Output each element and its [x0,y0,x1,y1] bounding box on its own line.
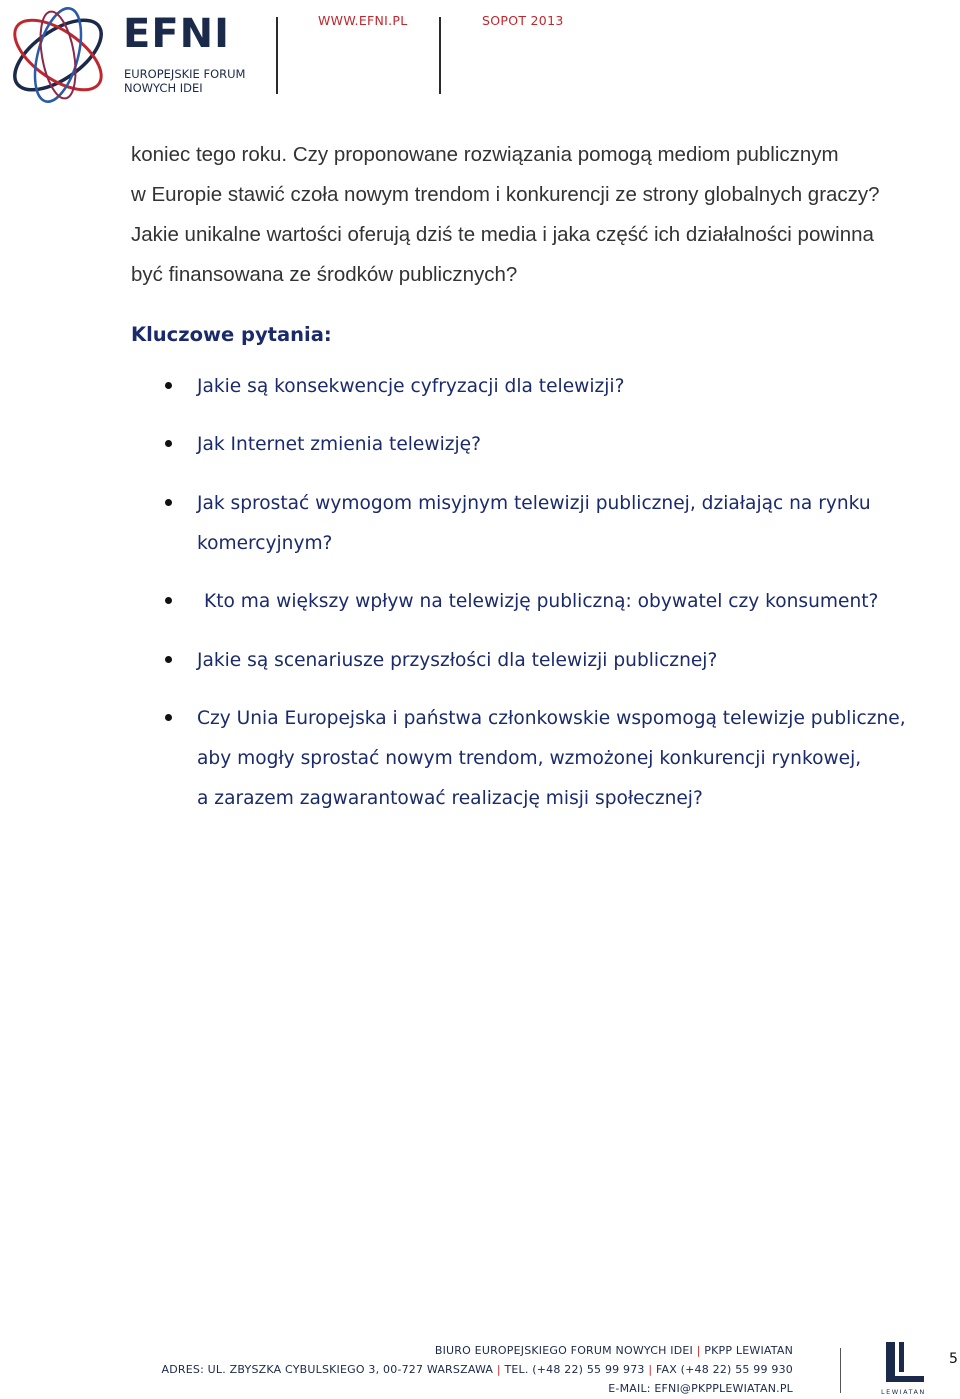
logo-subtitle [124,67,274,95]
bullet-icon [165,382,172,389]
bullet-icon [165,714,172,721]
logo-title: EFNI [123,11,231,57]
question-text: komercyjnym? [197,533,333,554]
footer-address: ADRES: UL. ZBYSZKA CYBULSKIEGO 3, 00-727 WARSZAWA [161,1363,494,1376]
footer-separator: | [648,1363,653,1376]
footer-office-org: PKPP LEWIATAN [704,1344,793,1357]
header-website-link[interactable]: WWW.EFNI.PL [318,13,408,28]
intro-line: w Europie stawić czoła nowym trendom i konkurencji ze strony globalnych graczy? [131,183,880,206]
footer-separator: | [696,1344,701,1357]
bullet-icon [165,656,172,663]
footer-divider [840,1348,841,1393]
logo-subtitle-line: NOWYCH IDEI [124,81,203,95]
question-item [197,425,942,465]
footer-office: BIURO EUROPEJSKIEGO FORUM NOWYCH IDEI [434,1344,693,1357]
question-item [197,367,942,407]
question-item [197,699,942,819]
intro-line: być finansowana ze środków publicznych? [131,263,518,286]
lewiatan-logo-label: LEWIATAN [881,1388,926,1396]
header-divider [439,17,441,94]
question-text: Jak Internet zmienia telewizję? [197,434,481,455]
logo-subtitle-line: EUROPEJSKIE FORUM [124,67,246,81]
footer-office-line [435,1344,793,1357]
question-text: a zarazem zagwarantować realizację misji społecznej? [197,788,703,809]
question-text: Jakie są scenariusze przyszłości dla telewizji publicznej? [197,650,718,671]
bullet-icon [165,440,172,447]
question-item [197,484,942,564]
intro-line: koniec tego roku. Czy proponowane rozwiązania pomogą mediom publicznym [131,143,839,166]
intro-paragraph [131,135,931,295]
header-event-label: SOPOT 2013 [482,13,564,28]
question-text: Kto ma większy wpływ na telewizję publiczną: obywatel czy konsument? [204,591,879,612]
footer-email-line [608,1382,793,1395]
page-number: 5 [949,1351,958,1367]
key-questions-heading: Kluczowe pytania: [131,323,332,346]
question-text: Jakie są konsekwencje cyfryzacji dla telewizji? [197,376,625,397]
header-divider [276,17,278,94]
question-item [197,641,942,681]
footer-email-link[interactable]: E-MAIL: EFNI@PKPPLEWIATAN.PL [608,1382,793,1395]
page-footer [0,1330,960,1399]
intro-line: Jakie unikalne wartości oferują dziś te media i jaka część ich działalności powinna [131,223,874,246]
footer-fax: FAX (+48 22) 55 99 930 [655,1363,793,1376]
efni-logo-icon [4,2,112,108]
question-item [204,582,949,622]
bullet-icon [165,499,172,506]
bullet-icon [165,597,172,604]
lewiatan-logo-icon [880,1340,928,1386]
footer-tel: TEL. (+48 22) 55 99 973 [504,1363,645,1376]
question-text: Czy Unia Europejska i państwa członkowskie wspomogą telewizje publiczne, [197,708,906,729]
footer-separator: | [496,1363,501,1376]
footer-contact-line [162,1363,794,1376]
question-text: aby mogły sprostać nowym trendom, wzmożonej konkurencji rynkowej, [197,748,862,769]
question-text: Jak sprostać wymogom misyjnym telewizji publicznej, działając na rynku [197,493,871,514]
page-header [0,0,960,112]
